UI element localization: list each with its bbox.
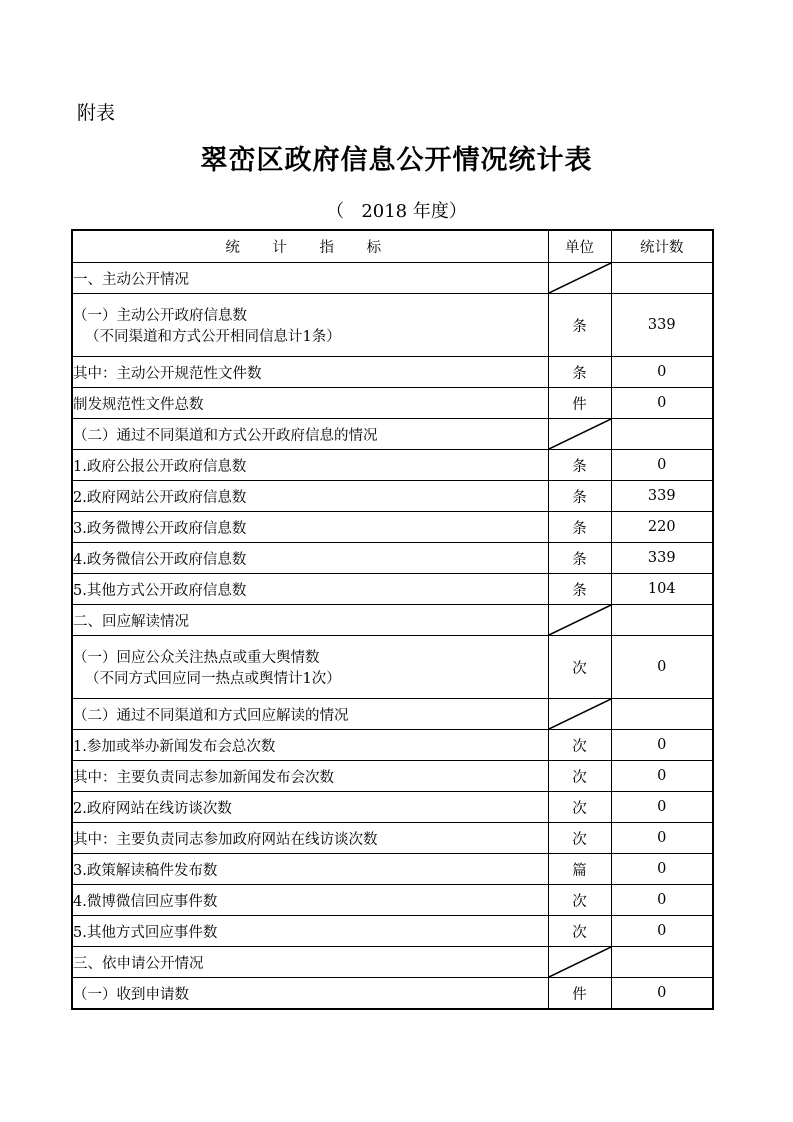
row-count <box>611 699 713 730</box>
page-title: 翠峦区政府信息公开情况统计表 <box>200 145 593 176</box>
row-indicator: 1.政府公报公开政府信息数 <box>72 450 548 481</box>
row-count: 0 <box>611 761 713 792</box>
row-indicator: 2.政府网站公开政府信息数 <box>72 481 548 512</box>
table-row <box>72 978 713 1010</box>
row-indicator: 3.政策解读稿件发布数 <box>72 854 548 885</box>
row-indicator: 4.政务微信公开政府信息数 <box>72 543 548 574</box>
table-row <box>72 512 713 543</box>
row-unit: 条 <box>548 543 611 574</box>
row-count: 0 <box>611 823 713 854</box>
row-unit-diagonal <box>548 263 611 294</box>
diagonal-line <box>549 699 611 729</box>
table-row <box>72 450 713 481</box>
table-header-row <box>72 230 713 263</box>
row-indicator: （二）通过不同渠道和方式公开政府信息的情况 <box>72 419 548 450</box>
row-count: 0 <box>611 978 713 1010</box>
table-row <box>72 885 713 916</box>
table-row <box>72 357 713 388</box>
row-unit: 次 <box>548 792 611 823</box>
statistics-table <box>71 229 714 1010</box>
year-suffix: 年度） <box>412 201 467 222</box>
row-unit: 次 <box>548 885 611 916</box>
row-indicator: 2.政府网站在线访谈次数 <box>72 792 548 823</box>
row-indicator-line1: （一）回应公众关注热点或重大舆情数 <box>73 650 320 666</box>
row-count: 339 <box>611 543 713 574</box>
row-indicator: 二、回应解读情况 <box>72 605 548 636</box>
table-row <box>72 481 713 512</box>
row-unit: 次 <box>548 730 611 761</box>
header-indicator: 统 计 指 标 <box>72 230 548 263</box>
row-indicator: 1.参加或举办新闻发布会总次数 <box>72 730 548 761</box>
table-row <box>72 730 713 761</box>
row-count: 0 <box>611 636 713 699</box>
row-unit: 次 <box>548 823 611 854</box>
diagonal-line <box>549 419 611 449</box>
row-count: 0 <box>611 388 713 419</box>
row-indicator: （一）收到申请数 <box>72 978 548 1010</box>
row-count: 0 <box>611 730 713 761</box>
table-row <box>72 792 713 823</box>
row-unit-diagonal <box>548 699 611 730</box>
table-row <box>72 543 713 574</box>
row-unit: 条 <box>548 294 611 357</box>
row-indicator: 制发规范性文件总数 <box>72 388 548 419</box>
row-count: 0 <box>611 916 713 947</box>
table-row <box>72 854 713 885</box>
row-unit-diagonal <box>548 419 611 450</box>
row-count: 0 <box>611 792 713 823</box>
row-unit: 件 <box>548 388 611 419</box>
row-count: 339 <box>611 481 713 512</box>
table-row <box>72 263 713 294</box>
year-value: 2018 <box>361 201 408 222</box>
year-line <box>0 197 793 223</box>
row-unit-diagonal <box>548 605 611 636</box>
row-unit: 次 <box>548 916 611 947</box>
header-count: 统计数 <box>611 230 713 263</box>
row-unit-diagonal <box>548 947 611 978</box>
row-indicator: 三、依申请公开情况 <box>72 947 548 978</box>
row-unit: 篇 <box>548 854 611 885</box>
table-row <box>72 823 713 854</box>
row-indicator <box>72 294 548 357</box>
row-count: 0 <box>611 885 713 916</box>
row-indicator: 5.其他方式公开政府信息数 <box>72 574 548 605</box>
row-count <box>611 605 713 636</box>
row-indicator: 4.微博微信回应事件数 <box>72 885 548 916</box>
diagonal-line <box>549 263 611 293</box>
row-unit: 次 <box>548 761 611 792</box>
row-indicator: 其中：主动公开规范性文件数 <box>72 357 548 388</box>
row-count: 0 <box>611 450 713 481</box>
row-indicator: 其中：主要负责同志参加新闻发布会次数 <box>72 761 548 792</box>
row-indicator-line2: （不同渠道和方式公开相同信息计1条） <box>85 329 341 345</box>
year-open-paren: （ <box>326 201 345 222</box>
row-unit: 条 <box>548 481 611 512</box>
table-row <box>72 574 713 605</box>
table-row <box>72 761 713 792</box>
row-unit: 条 <box>548 357 611 388</box>
row-indicator: 3.政务微博公开政府信息数 <box>72 512 548 543</box>
table-row <box>72 388 713 419</box>
row-unit: 条 <box>548 574 611 605</box>
row-indicator-line1: （一）主动公开政府信息数 <box>73 308 247 324</box>
row-count <box>611 419 713 450</box>
row-unit: 条 <box>548 450 611 481</box>
table-row <box>72 605 713 636</box>
row-indicator <box>72 636 548 699</box>
row-unit: 件 <box>548 978 611 1010</box>
table-row <box>72 699 713 730</box>
row-indicator: 5.其他方式回应事件数 <box>72 916 548 947</box>
row-unit: 次 <box>548 636 611 699</box>
header-unit: 单位 <box>548 230 611 263</box>
diagonal-line <box>549 605 611 635</box>
row-count: 104 <box>611 574 713 605</box>
table-row <box>72 636 713 699</box>
row-indicator-line2: （不同方式回应同一热点或舆情计1次） <box>85 671 341 687</box>
row-count: 220 <box>611 512 713 543</box>
table-row <box>72 947 713 978</box>
table-row <box>72 419 713 450</box>
row-indicator: （二）通过不同渠道和方式回应解读的情况 <box>72 699 548 730</box>
diagonal-line <box>549 947 611 977</box>
row-count: 339 <box>611 294 713 357</box>
appendix-label: 附表 <box>77 102 116 124</box>
row-count <box>611 947 713 978</box>
row-indicator: 一、主动公开情况 <box>72 263 548 294</box>
row-count: 0 <box>611 854 713 885</box>
row-indicator: 其中：主要负责同志参加政府网站在线访谈次数 <box>72 823 548 854</box>
row-count: 0 <box>611 357 713 388</box>
row-unit: 条 <box>548 512 611 543</box>
row-count <box>611 263 713 294</box>
table-row <box>72 916 713 947</box>
table-row <box>72 294 713 357</box>
